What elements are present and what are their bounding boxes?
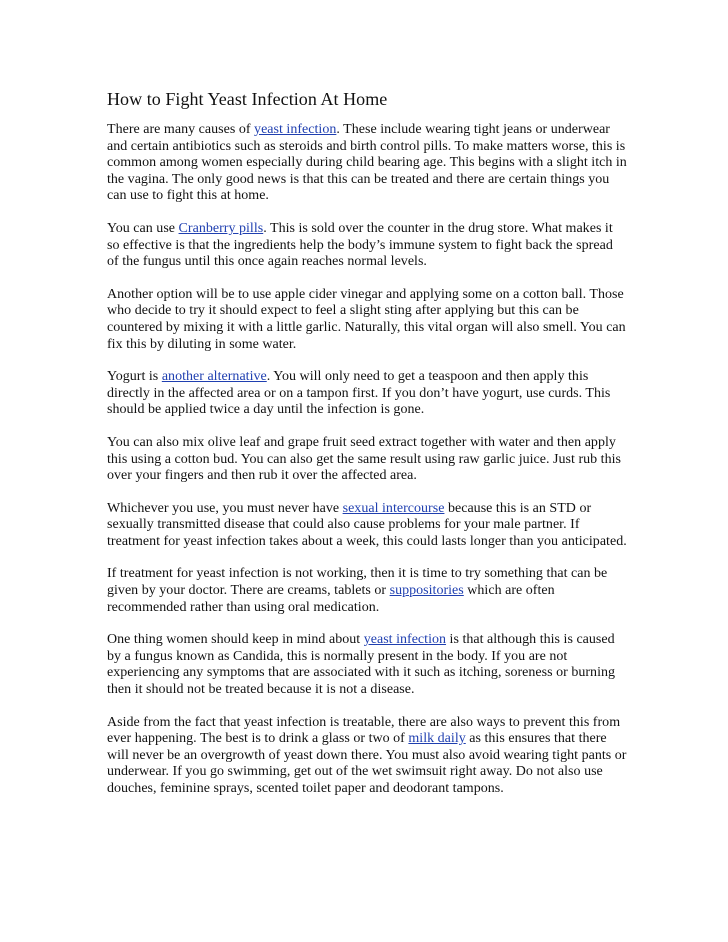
paragraph-6 [107, 501, 627, 551]
paragraph-2-text-after: . This is sold over the counter in the drug store. What makes it so effective is that the ingredients help the body’s immune system to fight back the spread of the fungus until this once again reaches normal levels. [107, 220, 613, 270]
paragraph-7-text-after: which are often recommended rather than using oral medication. [107, 583, 555, 615]
article-title: How to Fight Yeast Infection At Home [107, 89, 388, 109]
suppositories-link[interactable]: suppositories [389, 583, 464, 599]
paragraph-4-text-after: . You will only need to get a teaspoon and then apply this directly in the affected area or on a tampon first. If you don’t have yogurt, use curds. This should be applied twice a day until the infection is gone. [107, 369, 611, 418]
paragraph-1-text-after: . These include wearing tight jeans or underwear and certain antibiotics such as steroids and birth control pills. To make matters worse, this is common among women especially during child bearing age. This begins with a slight itch in the vagina. The only good news is that this can be treated and there are certain things you can use to fight this at home. [107, 122, 627, 204]
paragraph-8-text-after: is that although this is caused by a fungus known as Candida, this is normally present in the body. If you are not experiencing any symptoms that are associated with it such as itching, soreness or burning then it should not be treated because it is not a disease. [107, 632, 616, 698]
paragraph-4 [107, 369, 627, 419]
article [107, 88, 627, 814]
yeast-infection-link-2[interactable]: yeast infection [363, 632, 447, 648]
cranberry-pills-link[interactable]: Cranberry pills [178, 220, 264, 236]
paragraph-1-text-before: There are many causes of [107, 122, 255, 137]
paragraph-2 [107, 221, 627, 271]
paragraph-5: You can also mix olive leaf and grape fruit seed extract together with water and then apply this using a cotton bud. You can also get the same result using raw garlic juice. Just rub this over your fingers and then rub it over the affected area. [107, 434, 621, 484]
paragraph-9-text-before: Aside from the fact that yeast infection is treatable, there are also ways to prevent this from ever happening. The best is to drink a glass or two of [107, 714, 621, 747]
paragraph-4-text-before: Yogurt is [107, 369, 162, 385]
paragraph-9-text-after: as this ensures that there will never be an overgrowth of yeast down there. You must also avoid wearing tight pants or underwear. If you go swimming, get out of the wet swimsuit right away. Do not also use douches, feminine sprays, scented toilet paper and deodorant tampons. [107, 731, 627, 796]
paragraph-8 [107, 632, 627, 698]
sexual-intercourse-link[interactable]: sexual intercourse [342, 500, 445, 516]
another-alternative-link[interactable]: another alternative [161, 369, 267, 385]
paragraph-7 [107, 566, 627, 616]
paragraph-1 [107, 122, 627, 205]
paragraph-7-text-before: If treatment for yeast infection is not working, then it is time to try something that can be given by your doctor. There are creams, tablets or [107, 566, 608, 599]
paragraph-2-text-before: You can use [107, 220, 179, 236]
paragraph-6-text-before: Whichever you use, you must never have [107, 500, 343, 516]
milk-daily-link[interactable]: milk daily [408, 731, 466, 747]
paragraph-6-text-after: because this is an STD or sexually transmitted disease that could also cause problems for your male partner. If treatment for yeast infection takes about a week, this could lasts longer than you anticipated. [107, 500, 627, 549]
yeast-infection-link[interactable]: yeast infection [254, 122, 337, 137]
paragraph-3: Another option will be to use apple cider vinegar and applying some on a cotton ball. Those who decide to try it should expect to feel a slight sting after applying but this can be countered by mixing it with a little garlic. Naturally, this vital organ will also smell. You can fix this by diluting in some water. [107, 286, 626, 352]
paragraph-9 [107, 715, 627, 798]
paragraph-8-text-before: One thing women should keep in mind about [107, 632, 364, 648]
